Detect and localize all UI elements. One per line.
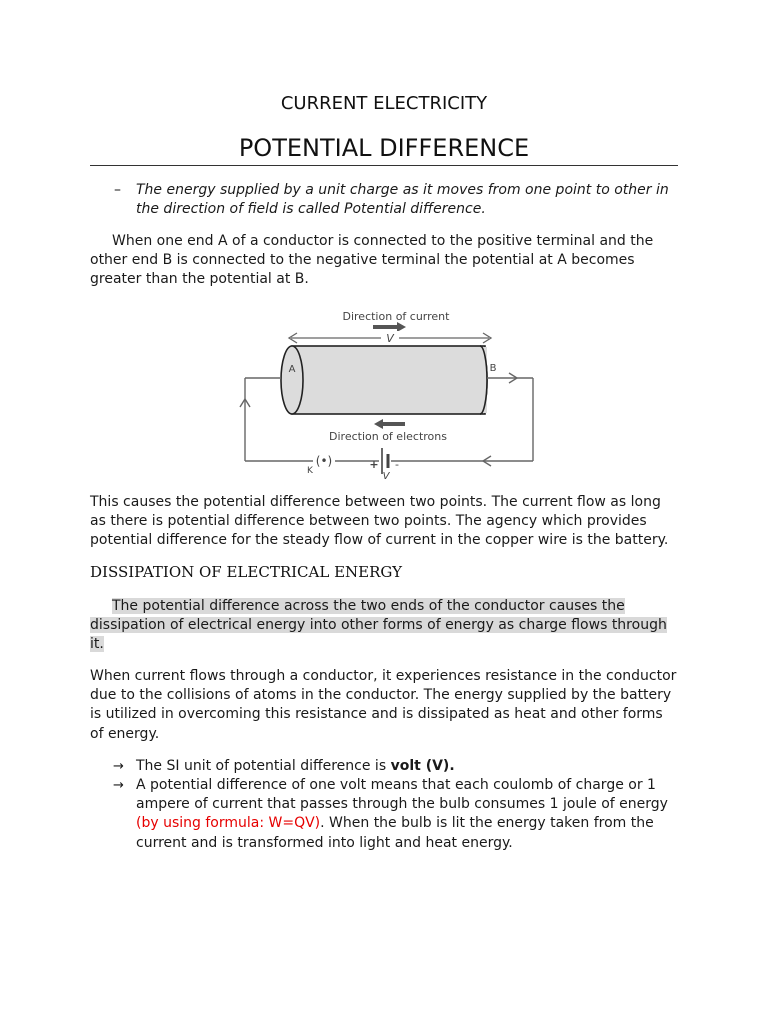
bullet-one-volt-text: A potential difference of one volt means that each coulomb of charge or 1 ampere of current that passes through the bulb consumes 1 joule of energy — [136, 777, 668, 813]
circuit-diagram — [225, 302, 545, 482]
bullet-arrow-icon: → — [113, 778, 124, 793]
section-heading: DISSIPATION OF ELECTRICAL ENERGY — [90, 563, 403, 581]
title-divider — [90, 165, 678, 166]
paragraph-battery: This causes the potential difference between two points. The current flow as long as there is potential difference between two points. The agency which provides potential difference for the steady flow of current in the copper wire is the battery. — [90, 494, 669, 549]
formula-text: (by using formula: W=QV) — [136, 815, 321, 832]
key-symbol: (•) — [315, 454, 333, 468]
paragraph-conductor — [90, 232, 680, 290]
current-direction-label: Direction of current — [342, 310, 450, 323]
conductor-body — [292, 346, 485, 414]
bullet-si-unit-text: The SI unit of potential difference is — [136, 758, 391, 774]
battery-minus: - — [395, 458, 399, 471]
end-b-label: B — [489, 363, 497, 374]
bullet-one-volt — [136, 776, 681, 853]
bullet-arrow-icon: → — [113, 759, 124, 774]
paragraph-dissipation — [90, 597, 680, 655]
battery-plus: + — [369, 458, 379, 471]
bullet-one-volt-tail: . When the bulb is lit the energy taken from the current and is transformed into light and heat energy. — [136, 815, 654, 851]
bullet-si-unit-bold: volt (V). — [390, 758, 455, 774]
key-label: K — [307, 466, 313, 476]
paragraph-conductor-text: When one end A of a conductor is connected to the positive terminal and the other end B is connected to the negative terminal the potential at A becomes greater than the potential at B. — [90, 233, 654, 288]
end-a-label: A — [288, 364, 296, 375]
definition-text: The energy supplied by a unit charge as it moves from one point to other in the direction of field is called Potential difference. — [136, 182, 669, 218]
definition-dash: – — [114, 182, 121, 198]
voltage-top-label: V — [386, 332, 394, 345]
voltage-bottom-label: V — [382, 471, 390, 482]
page-title: POTENTIAL DIFFERENCE — [238, 134, 530, 162]
electron-direction-label: Direction of electrons — [329, 430, 447, 443]
conductor-left-end — [281, 346, 303, 414]
paragraph-resistance: When current flows through a conductor, it experiences resistance in the conductor due to the collisions of atoms in the conductor. The energy supplied by the battery is utilized in overcoming this resistance and is dissipated as heat and other forms of energy. — [90, 668, 677, 742]
bullet-si-unit — [136, 757, 681, 776]
current-arrow-icon — [373, 322, 406, 332]
highlighted-text: The potential difference across the two ends of the conductor causes the dissipation of electrical energy into other forms of energy as charge flows through it. — [90, 598, 667, 653]
electron-arrow-icon — [374, 419, 405, 429]
page-subtitle: CURRENT ELECTRICITY — [280, 93, 488, 114]
